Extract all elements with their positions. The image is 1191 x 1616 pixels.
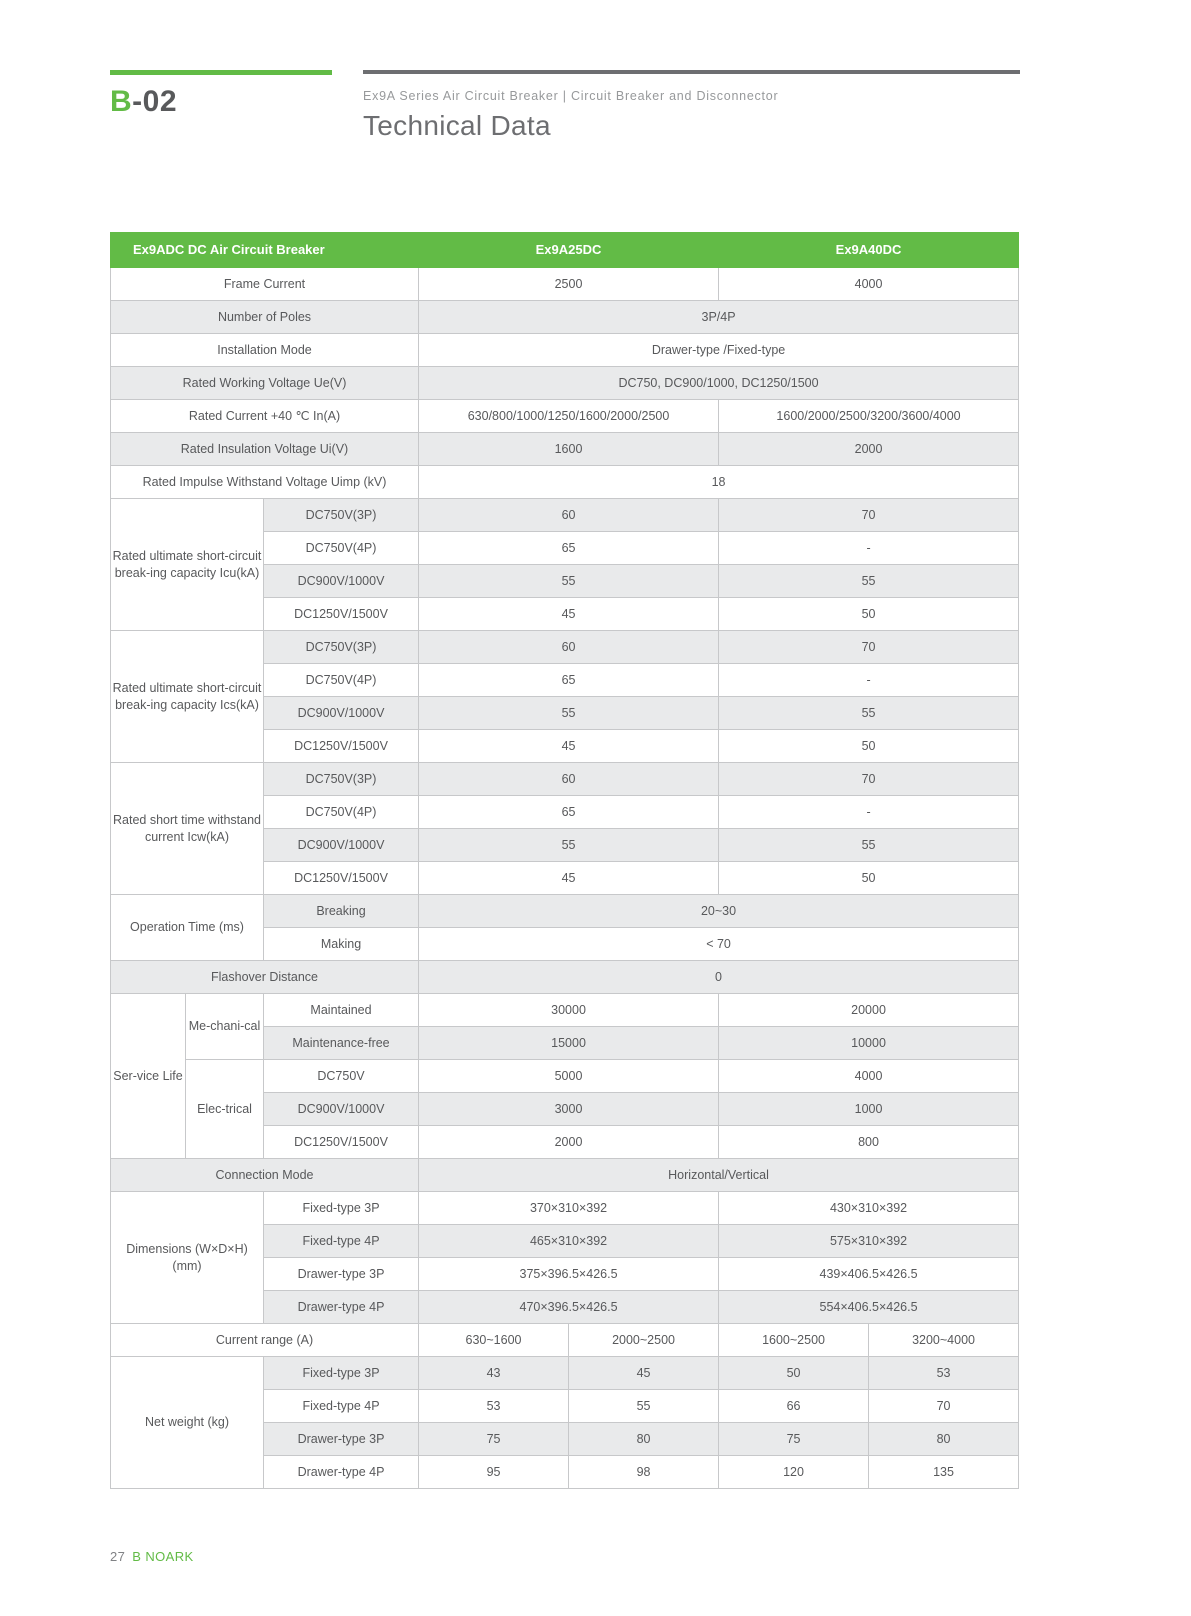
cell-flashover-distance: 0 [419,961,1019,994]
cell-nw-2-c4: 80 [869,1423,1019,1456]
cell-dim-3-40: 554×406.5×426.5 [719,1291,1019,1324]
header-cell-label: Ex9ADC DC Air Circuit Breaker [111,233,419,268]
group-label-electrical: Elec-trical [186,1060,264,1159]
cell-dim-0-40: 430×310×392 [719,1192,1019,1225]
cell-icw-3-40: 50 [719,862,1019,895]
cell-rated-working-voltage: DC750, DC900/1000, DC1250/1500 [419,367,1019,400]
footer-brand: B NOARK [132,1549,194,1564]
row-label-number-of-poles: Number of Poles [111,301,419,334]
cell-icu-1-25: 65 [419,532,719,565]
cell-icw-2-40: 55 [719,829,1019,862]
sub-label-ics-3: DC1250V/1500V [264,730,419,763]
table-row [111,994,1019,1027]
cell-rated-insulation-25: 1600 [419,433,719,466]
cell-ics-2-25: 55 [419,697,719,730]
cell-nw-1-c2: 55 [569,1390,719,1423]
row-label-rated-working-voltage: Rated Working Voltage Ue(V) [111,367,419,400]
cell-elec-1-25: 3000 [419,1093,719,1126]
sub-label-icu-2: DC900V/1000V [264,565,419,598]
cell-elec-2-25: 2000 [419,1126,719,1159]
sub-label-ics-1: DC750V(4P) [264,664,419,697]
page-code-accent-rule [110,70,332,75]
table-header-row [111,233,1019,268]
spec-table-wrapper [110,232,1018,1489]
cell-nw-3-c4: 135 [869,1456,1019,1489]
sub-label-icu-1: DC750V(4P) [264,532,419,565]
page-code [110,87,335,117]
table-row [111,1192,1019,1225]
sub-label-icw-1: DC750V(4P) [264,796,419,829]
row-label-rated-impulse-voltage: Rated Impulse Withstand Voltage Uimp (kV) [111,466,419,499]
cell-nw-2-c1: 75 [419,1423,569,1456]
row-label-icw: Rated short time withstand current Icw(kA) [111,763,264,895]
sub-label-mech-maintained: Maintained [264,994,419,1027]
cell-icu-0-40: 70 [719,499,1019,532]
sub-label-nw-0: Fixed-type 3P [264,1357,419,1390]
cell-elec-2-40: 800 [719,1126,1019,1159]
cell-nw-1-c4: 70 [869,1390,1019,1423]
cell-ics-3-40: 50 [719,730,1019,763]
table-row [111,631,1019,664]
row-label-net-weight: Net weight (kg) [111,1357,264,1489]
row-label-rated-current: Rated Current +40 ℃ In(A) [111,400,419,433]
cell-ics-0-40: 70 [719,631,1019,664]
table-row [111,301,1019,334]
cell-ics-3-25: 45 [419,730,719,763]
cell-installation-mode: Drawer-type /Fixed-type [419,334,1019,367]
sub-label-dim-1: Fixed-type 4P [264,1225,419,1258]
row-label-installation-mode: Installation Mode [111,334,419,367]
table-row [111,1159,1019,1192]
cell-icw-0-40: 70 [719,763,1019,796]
sub-label-icu-0: DC750V(3P) [264,499,419,532]
cell-rated-current-40: 1600/2000/2500/3200/3600/4000 [719,400,1019,433]
cell-nw-2-c3: 75 [719,1423,869,1456]
row-label-flashover-distance: Flashover Distance [111,961,419,994]
cell-current-range-1: 630~1600 [419,1324,569,1357]
sub-label-icw-0: DC750V(3P) [264,763,419,796]
cell-icu-0-25: 60 [419,499,719,532]
cell-icw-1-40: - [719,796,1019,829]
cell-icw-2-25: 55 [419,829,719,862]
sub-label-mech-maintenance-free: Maintenance-free [264,1027,419,1060]
header-cell-ex9a25dc: Ex9A25DC [419,233,719,268]
row-label-connection-mode: Connection Mode [111,1159,419,1192]
table-row [111,1060,1019,1093]
cell-current-range-4: 3200~4000 [869,1324,1019,1357]
sub-label-dim-0: Fixed-type 3P [264,1192,419,1225]
table-row [111,433,1019,466]
sub-label-dim-2: Drawer-type 3P [264,1258,419,1291]
cell-icw-1-25: 65 [419,796,719,829]
sub-label-operation-making: Making [264,928,419,961]
table-row [111,268,1019,301]
page-title: Technical Data [363,110,551,141]
cell-frame-current-25: 2500 [419,268,719,301]
sub-label-elec-0: DC750V [264,1060,419,1093]
cell-rated-current-25: 630/800/1000/1250/1600/2000/2500 [419,400,719,433]
table-row [111,499,1019,532]
sub-label-ics-0: DC750V(3P) [264,631,419,664]
cell-dim-2-25: 375×396.5×426.5 [419,1258,719,1291]
header-rule [363,70,1020,74]
cell-operation-making: < 70 [419,928,1019,961]
cell-elec-0-40: 4000 [719,1060,1019,1093]
cell-dim-2-40: 439×406.5×426.5 [719,1258,1019,1291]
row-label-service-life: Ser-vice Life [111,994,186,1159]
cell-elec-0-25: 5000 [419,1060,719,1093]
cell-ics-1-25: 65 [419,664,719,697]
sub-label-operation-breaking: Breaking [264,895,419,928]
table-row [111,1357,1019,1390]
row-label-icu: Rated ultimate short-circuit break-ing capacity Icu(kA) [111,499,264,631]
technical-data-table [110,232,1019,1489]
cell-icw-3-25: 45 [419,862,719,895]
cell-frame-current-40: 4000 [719,268,1019,301]
cell-icu-3-25: 45 [419,598,719,631]
cell-operation-breaking: 20~30 [419,895,1019,928]
sub-label-icw-2: DC900V/1000V [264,829,419,862]
table-row [111,961,1019,994]
sub-label-nw-1: Fixed-type 4P [264,1390,419,1423]
table-row [111,334,1019,367]
cell-nw-3-c1: 95 [419,1456,569,1489]
cell-mech-maintained-25: 30000 [419,994,719,1027]
breadcrumb: Ex9A Series Air Circuit Breaker | Circuit Breaker and Disconnector [363,89,779,103]
sub-label-icu-3: DC1250V/1500V [264,598,419,631]
sub-label-ics-2: DC900V/1000V [264,697,419,730]
cell-icu-2-40: 55 [719,565,1019,598]
sub-label-nw-2: Drawer-type 3P [264,1423,419,1456]
table-row [111,1324,1019,1357]
sub-label-elec-2: DC1250V/1500V [264,1126,419,1159]
cell-elec-1-40: 1000 [719,1093,1019,1126]
sub-label-icw-3: DC1250V/1500V [264,862,419,895]
table-row [111,466,1019,499]
cell-nw-0-c4: 53 [869,1357,1019,1390]
cell-rated-impulse-voltage: 18 [419,466,1019,499]
group-label-mechanical: Me-chani-cal [186,994,264,1060]
footer-page-number: 27 [110,1549,126,1564]
page-code-block [110,70,335,117]
cell-ics-1-40: - [719,664,1019,697]
table-row [111,763,1019,796]
page-code-number: -02 [132,85,178,118]
cell-nw-3-c2: 98 [569,1456,719,1489]
cell-ics-0-25: 60 [419,631,719,664]
sub-label-nw-3: Drawer-type 4P [264,1456,419,1489]
cell-icw-0-25: 60 [419,763,719,796]
cell-nw-1-c1: 53 [419,1390,569,1423]
page-header [110,70,1020,165]
cell-nw-1-c3: 66 [719,1390,869,1423]
page-code-letter: B [110,85,133,118]
cell-rated-insulation-40: 2000 [719,433,1019,466]
row-label-dimensions: Dimensions (W×D×H) (mm) [111,1192,264,1324]
cell-ics-2-40: 55 [719,697,1019,730]
cell-icu-2-25: 55 [419,565,719,598]
cell-icu-1-40: - [719,532,1019,565]
cell-nw-0-c3: 50 [719,1357,869,1390]
cell-nw-3-c3: 120 [719,1456,869,1489]
row-label-frame-current: Frame Current [111,268,419,301]
cell-nw-2-c2: 80 [569,1423,719,1456]
header-cell-ex9a40dc: Ex9A40DC [719,233,1019,268]
sub-label-dim-3: Drawer-type 4P [264,1291,419,1324]
cell-number-of-poles: 3P/4P [419,301,1019,334]
row-label-ics: Rated ultimate short-circuit break-ing capacity Ics(kA) [111,631,264,763]
row-label-operation-time: Operation Time (ms) [111,895,264,961]
cell-dim-1-25: 465×310×392 [419,1225,719,1258]
cell-current-range-3: 1600~2500 [719,1324,869,1357]
cell-mech-mfree-40: 10000 [719,1027,1019,1060]
cell-dim-3-25: 470×396.5×426.5 [419,1291,719,1324]
cell-current-range-2: 2000~2500 [569,1324,719,1357]
cell-dim-0-25: 370×310×392 [419,1192,719,1225]
row-label-current-range: Current range (A) [111,1324,419,1357]
table-row [111,400,1019,433]
cell-icu-3-40: 50 [719,598,1019,631]
cell-nw-0-c1: 43 [419,1357,569,1390]
cell-dim-1-40: 575×310×392 [719,1225,1019,1258]
table-row [111,367,1019,400]
cell-connection-mode: Horizontal/Vertical [419,1159,1019,1192]
row-label-rated-insulation-voltage: Rated Insulation Voltage Ui(V) [111,433,419,466]
cell-mech-mfree-25: 15000 [419,1027,719,1060]
sub-label-elec-1: DC900V/1000V [264,1093,419,1126]
cell-nw-0-c2: 45 [569,1357,719,1390]
table-row [111,895,1019,928]
cell-mech-maintained-40: 20000 [719,994,1019,1027]
header-text-block [363,70,1020,143]
page-footer [110,1549,194,1564]
